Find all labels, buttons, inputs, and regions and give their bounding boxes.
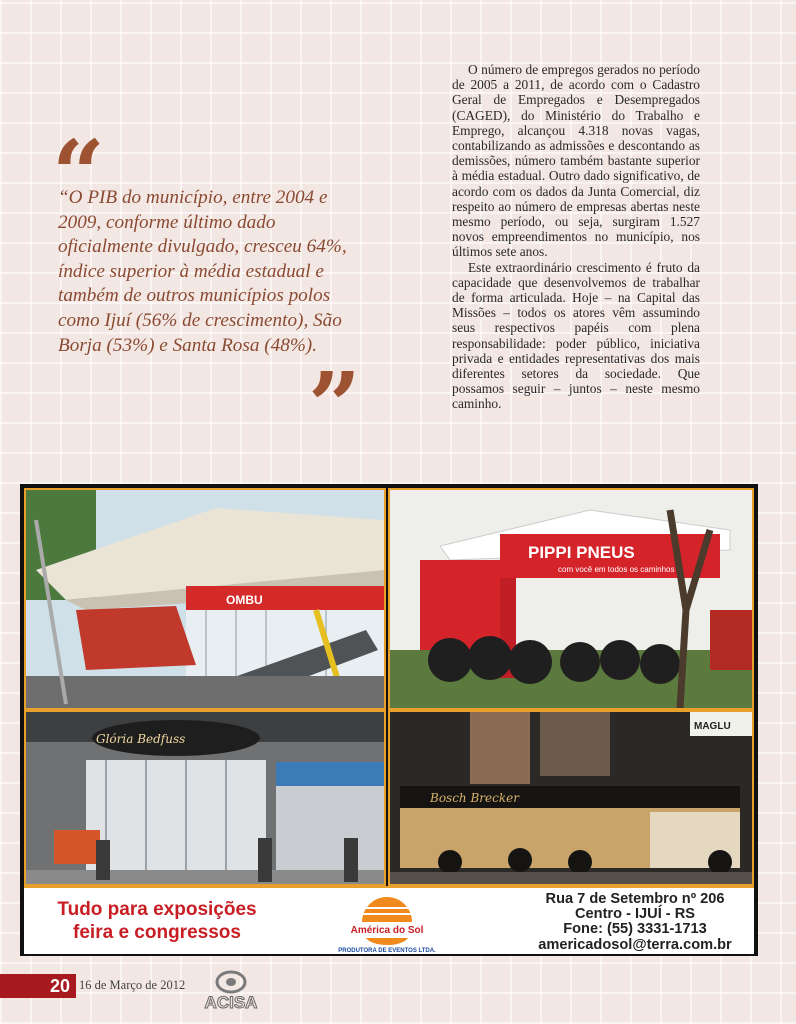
article-body — [452, 62, 700, 412]
article-paragraph-1: O número de empregos gerados no período de 2005 a 2011, de acordo com o Cadastro Geral de Empregados e Desempregados (CAGED), do Ministério do Trabalho e Emprego, alcançou 4.318 novas vagas, contabilizando as admissões e descontando as demissões, número também bastante superior à média estadual. Outro dado significativo, de acordo com os dados da Junta Comercial, diz respeito ao número de empresas abertas neste mesmo período, ou seja, surgiram 1.527 novos empreendimentos no município, nos últimos sete anos. — [452, 62, 700, 260]
photo-gloria-illustration — [26, 712, 384, 884]
acisa-logo — [196, 964, 266, 1012]
open-quote-mark: “ — [52, 120, 105, 228]
ad-tagline-line-2: feira e congressos — [73, 922, 241, 943]
ad-city: Centro - IJUÍ - RS — [575, 906, 695, 923]
photo-pippi-illustration — [390, 490, 752, 708]
photo-tent-stand — [24, 488, 386, 710]
ad-address: Rua 7 de Setembro nº 206 — [545, 891, 725, 907]
acisa-logo-text: ACISA — [204, 993, 258, 1012]
ad-tagline-line-1: Tudo para exposições — [57, 899, 257, 920]
logo-name: América do Sol — [350, 925, 424, 936]
ad-contact-block — [520, 892, 750, 953]
photo-gloria-bedfuss-stand — [24, 710, 386, 886]
page-number: 20 — [0, 974, 76, 998]
photo-4-side-sign: MAGLU — [694, 721, 731, 732]
photo-4-sign: Bosch Brecker — [430, 791, 519, 805]
ad-phone: Fone: (55) 3331-1713 — [563, 921, 707, 938]
photo-pippi-pneus-stand — [388, 488, 754, 710]
photo-bosch-brecker-stand — [388, 710, 754, 886]
america-do-sol-logo — [324, 894, 450, 954]
issue-date: 16 de Março de 2012 — [79, 978, 186, 992]
close-quote-mark: ” — [308, 352, 361, 460]
photo-2-subsign: com você em todos os caminhos — [558, 565, 675, 574]
photo-bosch-illustration — [390, 712, 752, 884]
photo-1-sign: OMBU — [226, 593, 263, 607]
photo-2-sign: PIPPI PNEUS — [528, 543, 635, 562]
ad-email: americadosol@terra.com.br — [538, 936, 732, 953]
advertisement — [20, 484, 758, 956]
photo-tent-illustration — [26, 490, 384, 708]
ad-tagline — [42, 898, 272, 944]
article-paragraph-2: Este extraordinário crescimento é fruto da capacidade que desenvolvemos de trabalhar de forma articulada. Hoje – na Capital das Missões – todos os atores vêm assumindo seus respectivos papéis com plena responsabilidade: poder público, iniciativa privada e entidades representativas dos mais diferentes setores da sociedade. Que possamos seguir – juntos – neste mesmo caminho. — [452, 259, 700, 412]
photo-3-sign: Glória Bedfuss — [96, 732, 186, 746]
logo-subtitle: PRODUTORA DE EVENTOS LTDA. — [338, 948, 436, 954]
ad-info-strip — [24, 886, 754, 954]
pull-quote: “O PIB do município, entre 2004 e 2009, conforme último dado oficialmente divulgado, cresceu 64%, índice superior à média estadual e também de outros municípios polos como Ijuí (56% de crescimento), São Borja (53%) e Santa Rosa (48%). — [58, 187, 347, 356]
